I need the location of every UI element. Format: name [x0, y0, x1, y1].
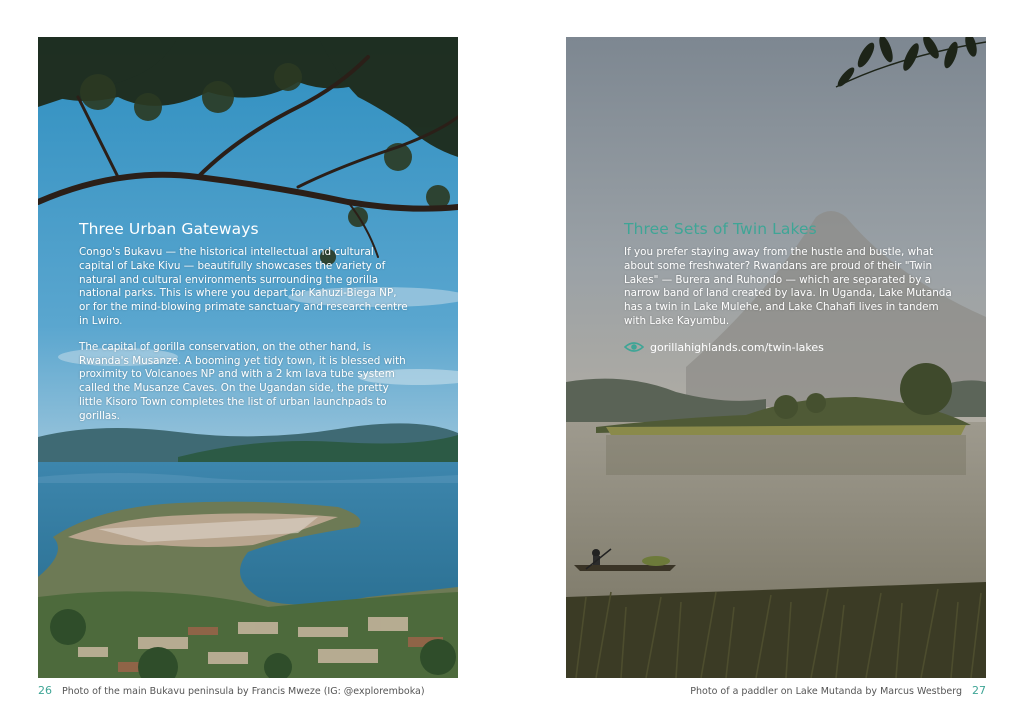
paragraph: Congo's Bukavu — the historical intellectual and cultural capital of Lake Kivu — beautifully showcases the variety of natural and cultural environments surrounding the gorilla national parks. This is where you depart for Kahuzi-Biega NP, or for the mind-blowing primate sanctuary and research centre in Lwiro. [79, 246, 408, 327]
page-number: 26 [38, 684, 52, 697]
photo-caption: Photo of the main Bukavu peninsula by Francis Mweze (IG: @exploremboka) [62, 686, 425, 697]
paragraph: The capital of gorilla conservation, on the other hand, is Rwanda's Musanze. A booming yet tidy town, it is blessed with proximity to Volcanoes NP and with a 2 km lava tube system called the Musanze Caves. On the Ugandan side, the pretty little Kisoro Town completes the list of urban launchpads to gorillas. [79, 340, 406, 422]
section-heading-urban-gateways: Three Urban Gateways [79, 220, 259, 238]
left-footer [38, 684, 425, 697]
right-text-block [624, 220, 964, 354]
right-footer [690, 684, 986, 697]
section-heading-twin-lakes: Three Sets of Twin Lakes [624, 220, 817, 238]
left-page [38, 37, 458, 678]
page-number: 27 [972, 684, 986, 697]
right-page [566, 37, 986, 678]
photo-caption: Photo of a paddler on Lake Mutanda by Marcus Westberg [690, 686, 962, 697]
link-url[interactable]: gorillahighlands.com/twin-lakes [650, 340, 824, 354]
twin-lakes-link[interactable] [624, 341, 964, 354]
paragraph: If you prefer staying away from the hustle and bustle, what about some freshwater? Rwandans are proud of their "Twin Lakes" — Burera and Ruhondo — which are separated by a narrow band of land created by lava. In Uganda, Lake Mutanda has a twin in Lake Mulehe, and Lake Chahafi lives in tandem with Lake Kayumbu. [624, 246, 952, 327]
eye-icon [624, 341, 644, 353]
left-text-block [79, 220, 409, 436]
lake-mutanda-photo [566, 37, 986, 678]
